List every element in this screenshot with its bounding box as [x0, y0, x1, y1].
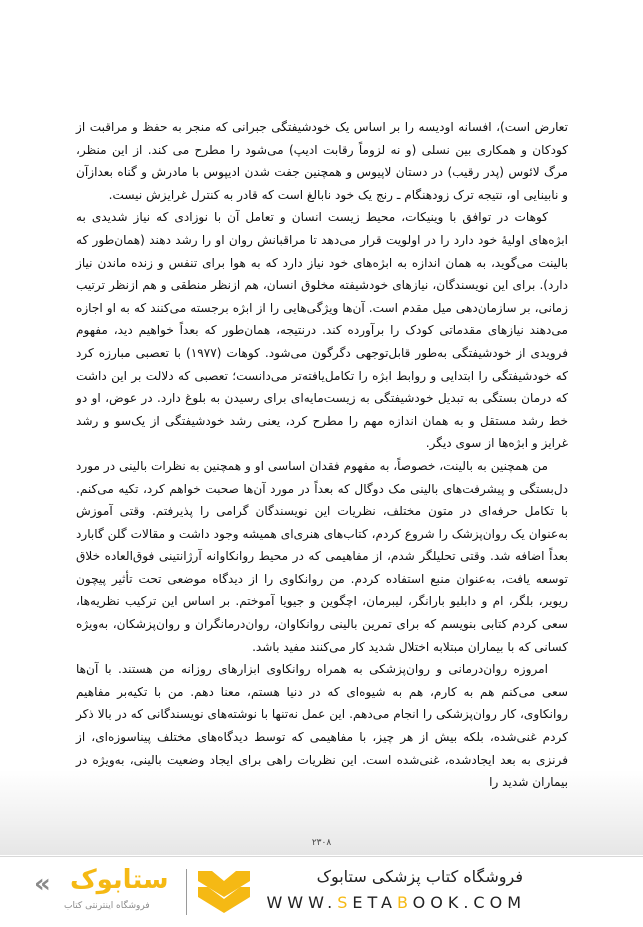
store-logo[interactable]: [30, 865, 250, 921]
url-part-highlight: B: [396, 893, 413, 912]
footer-banner: [0, 856, 643, 927]
paragraph: تعارض است)، افسانه اودیسه را بر اساس یک خودشیفتگی جبرانی که منجر به حفظ و مراقبت از کودکان و همکاری بین نسلی (و نه لزوماً رقابت ادیپ) می‌شود را مطرح می کند. از این منظر، مرگ لائوس (پدر رقیب) در دستان لاپیوس و همچنین جفت شدن ادیپوس با مادرش و گناه بعدازآن و نابینایی او، نتیجه ترک زودهنگام ـ رنج یک خود نابالغ است که قادر به کنترل غرایزش نیست.: [76, 120, 568, 202]
logo-wordmark: ستابوک: [70, 865, 169, 895]
logo-divider: [186, 869, 187, 915]
page-number: ۲۳۰۸: [311, 838, 332, 848]
paragraph: کوهات در توافق با وینیکات، محیط زیست انسان و تعامل آن با نوزادی که نیاز شدیدی به ابژه‌های اولیهٔ خود دارد را در اولویت قرار می‌دهد تا مراقبانش روان او را رشد دهند (همان‌طور که بالینت می‌گوید، به همان اندازه به ابژه‌های خود نیاز دارد که به هوا برای تنفس و زنده ماندن نیاز دارد). برای این نویسندگان، نیازهای خودشیفته مخلوق انسان، هم ازنظر منطقی و هم ازنظر ترتیب زمانی، بر سازمان‌دهی میل مقدم است. آن‌ها ویژگی‌هایی را از ابژه برجسته می‌کنند که به او اجازه می‌دهند نیازهای مقدماتی کودک را برآورده کند. درنتیجه، همان‌طور که بعداً خواهیم دید، مفهوم فرویدی از خودشیفتگی به‌طور قابل‌توجهی دگرگون می‌شود. کوهات (۱۹۷۷) با تعصبی مبارزه کرد که خودشیفتگی را ابتدایی و روابط ابژه را تکامل‌یافته‌تر می‌دانست؛ تعصبی که دلالت بر این داشت که درمان بستگی به تبدیل خودشیفتگی به زیست‌مایه‌ای برای رسیدن به بلوغ دارد. در عوض، او دو خط رشد مستقل و به همان اندازه مهم را مطرح کرد، یعنی رشد خودشیفتگی از یک‌سو و رشد غرایز و ابژه‌ها از سوی دیگر.: [76, 210, 568, 451]
store-title: فروشگاه کتاب پزشکی ستابوک: [316, 867, 523, 886]
url-part: OOK.COM: [412, 893, 526, 912]
logo-tagline: فروشگاه اینترنتی کتاب: [64, 901, 150, 911]
url-part: ETA: [352, 893, 397, 912]
paragraph: امروزه روان‌درمانی و روان‌پزشکی به همراه روانکاوی ابزارهای روزانه من هستند. با آن‌ها سعی می‌کنم هم به کارم، هم به شیوه‌ای که در دنیا هستم، معنا دهم. من با تکیه‌بر مفاهیم روانکاوی، کار روان‌پزشکی را انجام می‌دهم. این عمل نه‌تنها با نوشته‌های نویسندگانی که در بالا ذکر کردم غنی‌شده، بلکه بیش از هر چیز، با مفاهیمی که توسط دیدگاه‌های مختلف پیناسوزه‌ای، از فرنزی به بعد ایجادشده، غنی‌شده است. این نظریات راهی برای ایجاد وضعیت بالینی، به‌ویژه در بیماران شدید را: [76, 662, 568, 790]
chevron-stack-icon: [198, 869, 250, 915]
paragraph: من همچنین به بالینت، خصوصاً، به مفهوم فقدان اساسی او و همچنین به نظرات بالینی در مورد دل‌بستگی و پیشرفت‌های بالینی مک دوگال که بعداً در مورد آن‌ها صحبت خواهم کرد، تکیه می‌کنم. با تکامل حرفه‌ای در متون مختلف، نظریات این نویسندگان گرامی را پذیرفتم. وقتی آموزش به‌عنوان یک روان‌پزشک را شروع کردم، کتاب‌های هنری‌ای همیشه وجود داشت و مقالات گلن گابارد بعداً اضافه شد. وقتی تحلیلگر شدم، از مفاهیمی که در محیط روانکاوانه آرژانتینی فوق‌العاده خلاق توسعه یافت، به‌عنوان منبع استفاده کردم. من روانکاوی را از دیدگاه موضعی تحت تأثیر پیچون ریویر، بلگر، ام و دابلیو بارانگر، لیبرمان، اچگوین و جیویا آموختم. بر اساس این ترکیب نظریه‌ها، سعی کردم کتابی بنویسم که برای تمرین بالینی روانکاوان، روان‌درمانگران و روان‌پزشکان، به‌ویژه کسانی که با بیماران مبتلابه اختلال شدید کار می‌کنند مفید باشد.: [76, 458, 568, 654]
url-part: WWW.: [266, 893, 338, 912]
url-part-highlight: S: [337, 893, 353, 912]
body-text: [76, 116, 568, 794]
store-url-link[interactable]: [266, 893, 526, 912]
double-chevron-icon: «: [34, 869, 51, 899]
